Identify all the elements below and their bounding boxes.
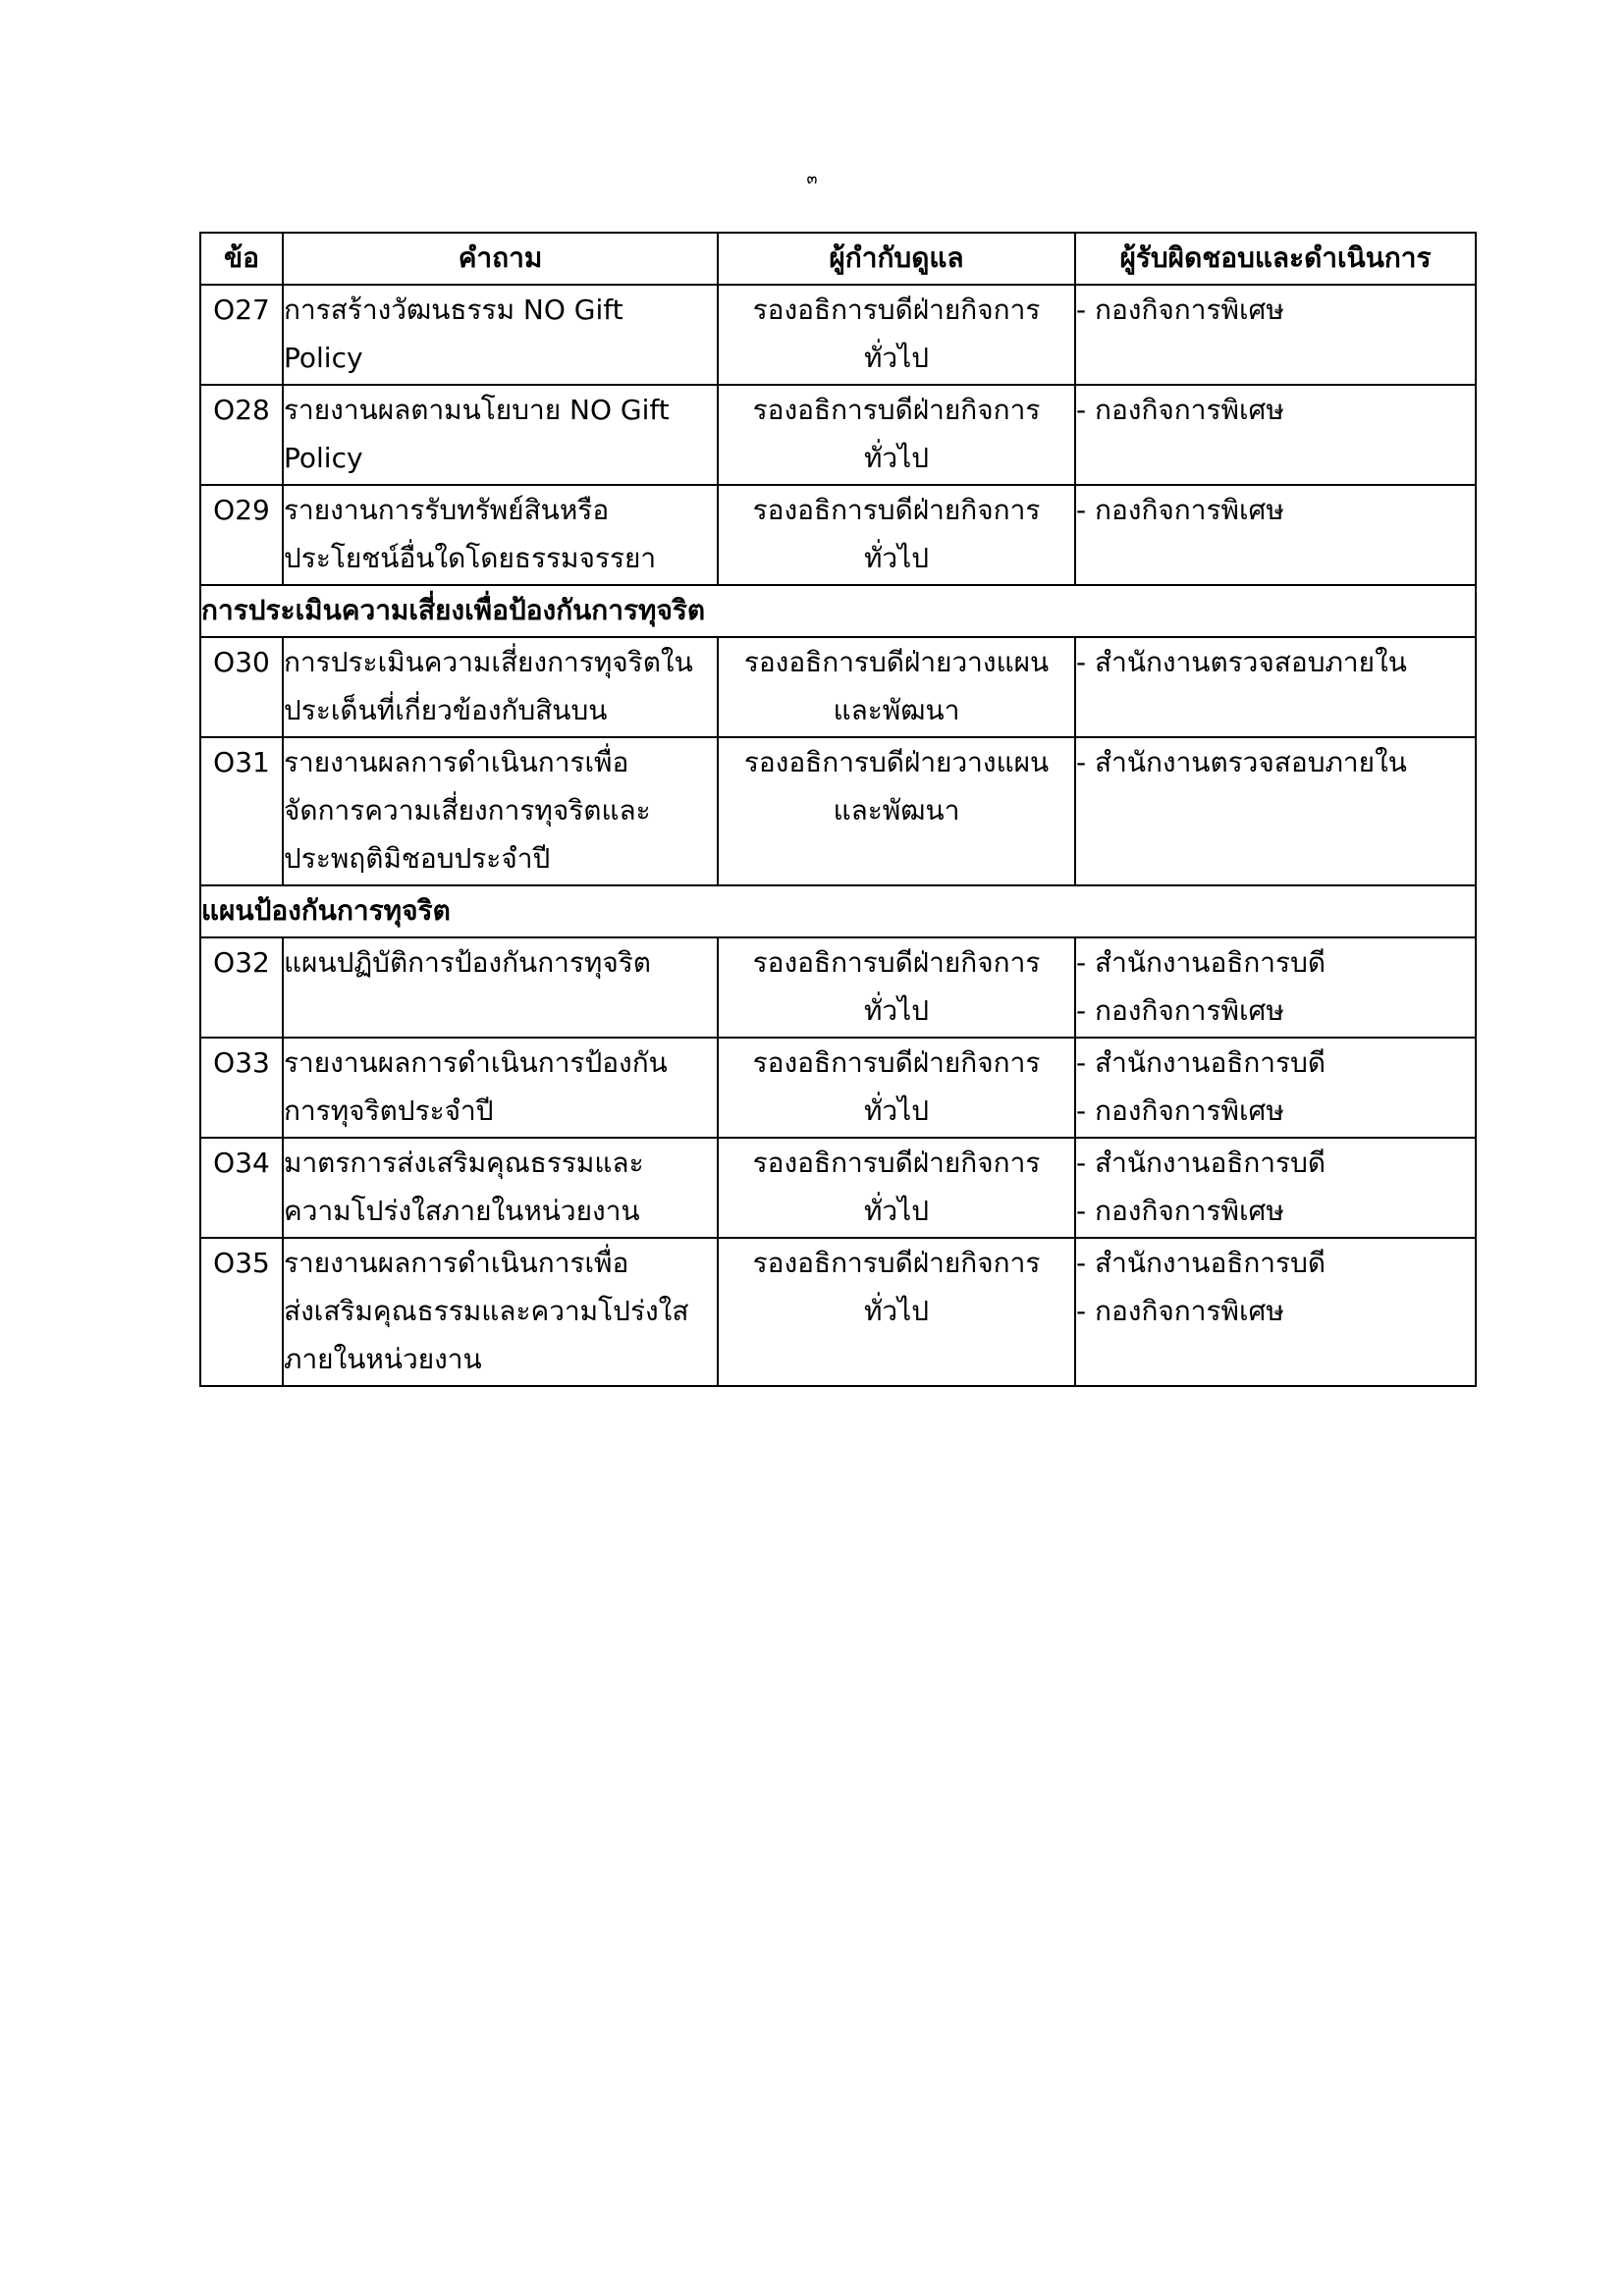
table-row bbox=[200, 637, 1476, 737]
responsible-line: - สำนักงานอธิการบดี bbox=[1076, 1046, 1326, 1079]
table-row bbox=[200, 285, 1476, 385]
responsible-line: - กองกิจการพิเศษ bbox=[1076, 494, 1284, 526]
question-cell bbox=[283, 285, 718, 385]
responsible-cell bbox=[1075, 485, 1476, 585]
question-line: Policy bbox=[284, 442, 363, 474]
supervisor-line: รองอธิการบดีฝ่ายกิจการ bbox=[752, 1247, 1041, 1279]
question-line: การสร้างวัฒนธรรม NO Gift bbox=[284, 294, 623, 326]
responsible-cell bbox=[1075, 737, 1476, 885]
supervisor-line: ทั่วไป bbox=[863, 342, 930, 374]
supervisor-line: รองอธิการบดีฝ่ายกิจการ bbox=[752, 1046, 1041, 1079]
section-heading: แผนป้องกันการทุจริต bbox=[200, 885, 1476, 937]
responsible-line: - กองกิจการพิเศษ bbox=[1076, 994, 1284, 1027]
question-cell bbox=[283, 1138, 718, 1238]
responsible-cell bbox=[1075, 1138, 1476, 1238]
item-number: O31 bbox=[200, 737, 283, 885]
section-row bbox=[200, 585, 1476, 637]
responsible-cell bbox=[1075, 385, 1476, 485]
responsible-line: - สำนักงานอธิการบดี bbox=[1076, 1147, 1326, 1179]
supervisor-line: ทั่วไป bbox=[863, 442, 930, 474]
item-number: O34 bbox=[200, 1138, 283, 1238]
supervisor-line: ทั่วไป bbox=[863, 1295, 930, 1327]
responsible-line: - กองกิจการพิเศษ bbox=[1076, 1195, 1284, 1227]
responsibility-table bbox=[199, 232, 1477, 1387]
supervisor-cell bbox=[718, 1138, 1075, 1238]
item-number: O33 bbox=[200, 1038, 283, 1138]
table-row bbox=[200, 1238, 1476, 1386]
supervisor-cell bbox=[718, 1038, 1075, 1138]
supervisor-cell bbox=[718, 485, 1075, 585]
question-line: การทุจริตประจำปี bbox=[284, 1095, 494, 1127]
item-number: O30 bbox=[200, 637, 283, 737]
question-line: ส่งเสริมคุณธรรมและความโปร่งใส bbox=[284, 1295, 689, 1327]
question-line: มาตรการส่งเสริมคุณธรรมและ bbox=[284, 1147, 644, 1179]
supervisor-line: รองอธิการบดีฝ่ายกิจการ bbox=[752, 1147, 1041, 1179]
responsible-cell bbox=[1075, 285, 1476, 385]
supervisor-cell bbox=[718, 1238, 1075, 1386]
supervisor-line: รองอธิการบดีฝ่ายวางแผน bbox=[743, 746, 1050, 778]
question-cell bbox=[283, 1038, 718, 1138]
question-line: Policy bbox=[284, 342, 363, 374]
supervisor-cell bbox=[718, 937, 1075, 1038]
question-cell bbox=[283, 485, 718, 585]
page-number: ๓ bbox=[806, 169, 818, 187]
supervisor-line: รองอธิการบดีฝ่ายกิจการ bbox=[752, 946, 1041, 979]
supervisor-line: และพัฒนา bbox=[833, 694, 960, 726]
supervisor-line: ทั่วไป bbox=[863, 1195, 930, 1227]
responsible-cell bbox=[1075, 937, 1476, 1038]
supervisor-cell bbox=[718, 285, 1075, 385]
supervisor-line: ทั่วไป bbox=[863, 994, 930, 1027]
supervisor-line: ทั่วไป bbox=[863, 1095, 930, 1127]
table-row bbox=[200, 1038, 1476, 1138]
question-line: ความโปร่งใสภายในหน่วยงาน bbox=[284, 1195, 640, 1227]
question-line: ภายในหน่วยงาน bbox=[284, 1343, 482, 1375]
supervisor-cell bbox=[718, 637, 1075, 737]
header-supervisor: ผู้กำกับดูแล bbox=[718, 233, 1075, 285]
responsible-line: - กองกิจการพิเศษ bbox=[1076, 394, 1284, 426]
responsible-cell bbox=[1075, 1238, 1476, 1386]
table-body bbox=[200, 285, 1476, 1386]
question-line: รายงานผลการดำเนินการเพื่อ bbox=[284, 1247, 629, 1279]
supervisor-line: และพัฒนา bbox=[833, 794, 960, 827]
responsible-line: - กองกิจการพิเศษ bbox=[1076, 294, 1284, 326]
question-line: รายงานผลการดำเนินการเพื่อ bbox=[284, 746, 629, 778]
question-line: ประเด็นที่เกี่ยวข้องกับสินบน bbox=[284, 694, 608, 726]
responsible-line: - กองกิจการพิเศษ bbox=[1076, 1295, 1284, 1327]
table-row bbox=[200, 737, 1476, 885]
item-number: O29 bbox=[200, 485, 283, 585]
supervisor-cell bbox=[718, 737, 1075, 885]
item-number: O32 bbox=[200, 937, 283, 1038]
question-cell bbox=[283, 1238, 718, 1386]
header-no: ข้อ bbox=[200, 233, 283, 285]
question-cell bbox=[283, 737, 718, 885]
question-line: รายงานผลการดำเนินการป้องกัน bbox=[284, 1046, 668, 1079]
supervisor-line: รองอธิการบดีฝ่ายกิจการ bbox=[752, 294, 1041, 326]
item-number: O35 bbox=[200, 1238, 283, 1386]
question-cell bbox=[283, 385, 718, 485]
question-line: จัดการความเสี่ยงการทุจริตและ bbox=[284, 794, 651, 827]
supervisor-line: รองอธิการบดีฝ่ายกิจการ bbox=[752, 494, 1041, 526]
responsible-line: - สำนักงานตรวจสอบภายใน bbox=[1076, 746, 1407, 778]
responsible-cell bbox=[1075, 1038, 1476, 1138]
header-question: คำถาม bbox=[283, 233, 718, 285]
responsible-line: - สำนักงานอธิการบดี bbox=[1076, 1247, 1326, 1279]
section-row bbox=[200, 885, 1476, 937]
question-line: รายงานการรับทรัพย์สินหรือ bbox=[284, 494, 610, 526]
header-row bbox=[200, 233, 1476, 285]
responsible-line: - สำนักงานอธิการบดี bbox=[1076, 946, 1326, 979]
question-cell bbox=[283, 937, 718, 1038]
header-responsible: ผู้รับผิดชอบและดำเนินการ bbox=[1075, 233, 1476, 285]
question-line: การประเมินความเสี่ยงการทุจริตใน bbox=[284, 646, 693, 678]
responsible-cell bbox=[1075, 637, 1476, 737]
supervisor-line: รองอธิการบดีฝ่ายกิจการ bbox=[752, 394, 1041, 426]
table-row bbox=[200, 485, 1476, 585]
responsible-line: - กองกิจการพิเศษ bbox=[1076, 1095, 1284, 1127]
question-line: รายงานผลตามนโยบาย NO Gift bbox=[284, 394, 670, 426]
supervisor-line: ทั่วไป bbox=[863, 542, 930, 574]
section-heading: การประเมินความเสี่ยงเพื่อป้องกันการทุจริต bbox=[200, 585, 1476, 637]
responsible-line: - สำนักงานตรวจสอบภายใน bbox=[1076, 646, 1407, 678]
supervisor-cell bbox=[718, 385, 1075, 485]
question-line: ประโยชน์อื่นใดโดยธรรมจรรยา bbox=[284, 542, 657, 574]
table-row bbox=[200, 937, 1476, 1038]
table-row bbox=[200, 1138, 1476, 1238]
question-cell bbox=[283, 637, 718, 737]
table-row bbox=[200, 385, 1476, 485]
item-number: O28 bbox=[200, 385, 283, 485]
item-number: O27 bbox=[200, 285, 283, 385]
question-line: แผนปฏิบัติการป้องกันการทุจริต bbox=[284, 946, 651, 979]
supervisor-line: รองอธิการบดีฝ่ายวางแผน bbox=[743, 646, 1050, 678]
question-line: ประพฤติมิชอบประจำปี bbox=[284, 842, 551, 875]
